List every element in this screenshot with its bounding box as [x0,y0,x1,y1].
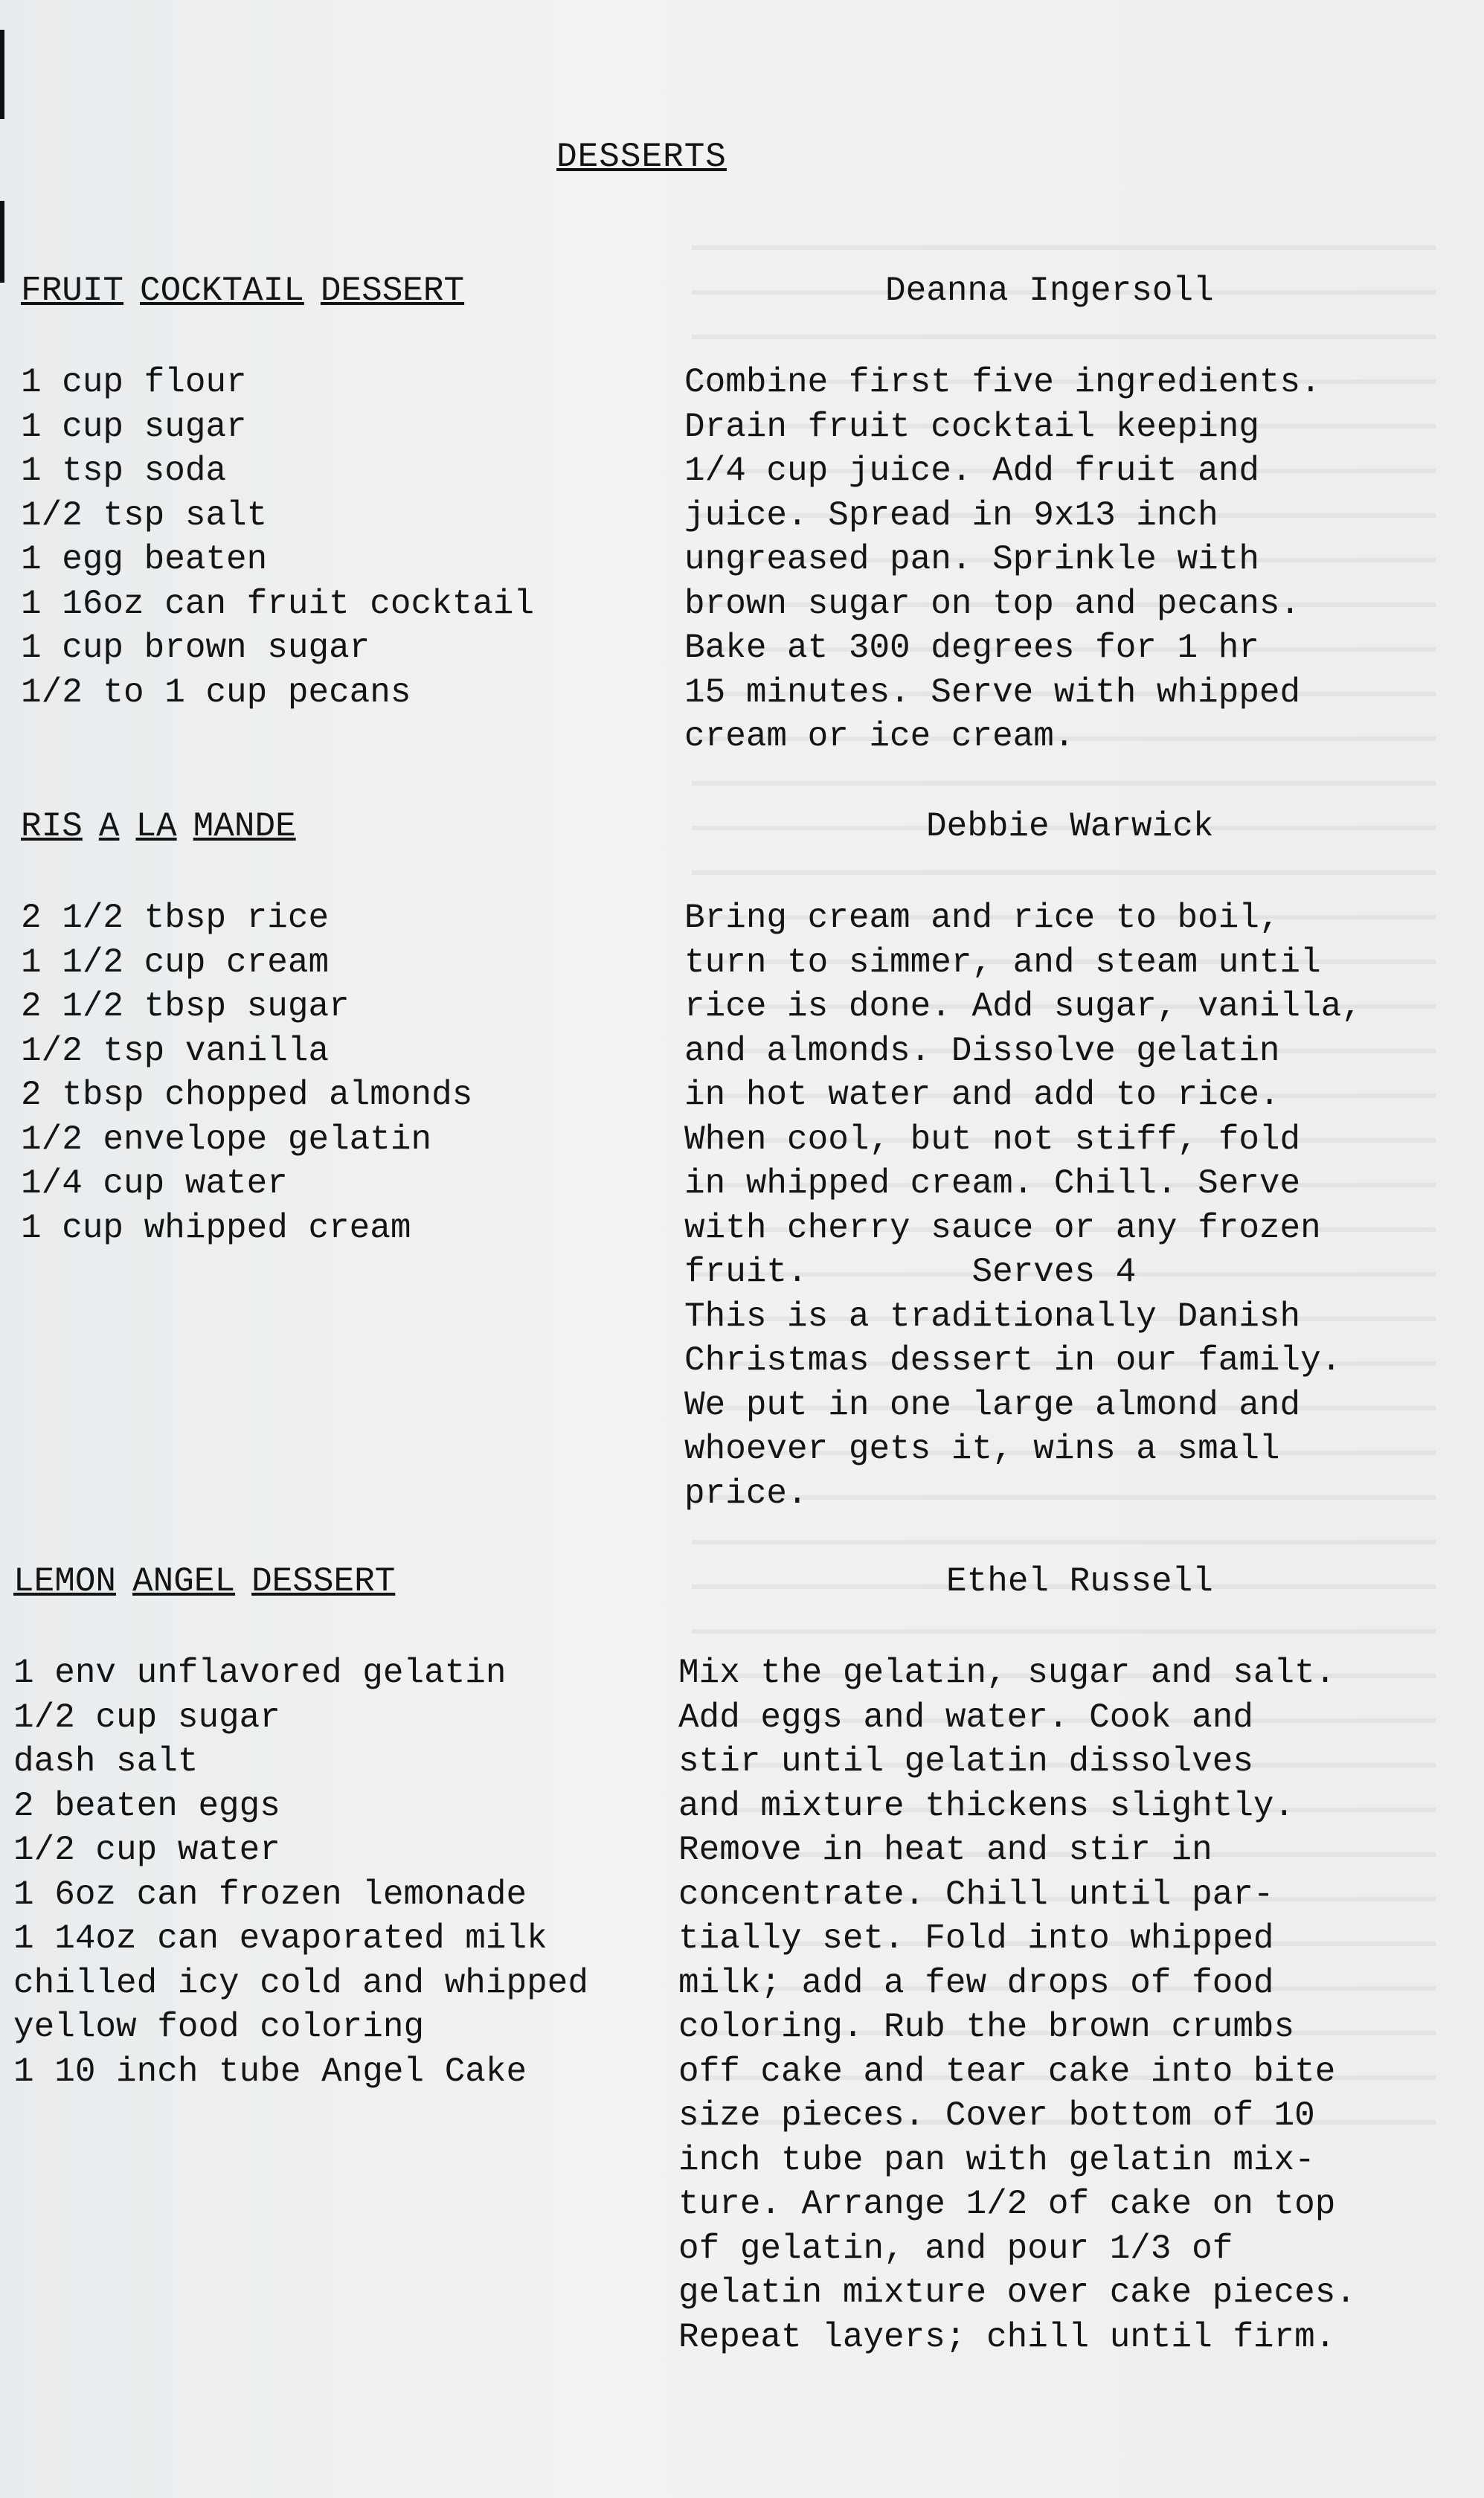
recipe-title-word: FRUIT [21,272,124,310]
instruction-line: and mixture thickens slightly. [678,1786,1295,1826]
instruction-list [684,896,1362,1516]
instruction-line: cream or ice cream. [684,717,1075,756]
ingredient: chilled icy cold and whipped [13,1963,588,2003]
instruction-line: in hot water and add to rice. [684,1076,1280,1114]
ingredient: 1 6oz can frozen lemonade [13,1875,527,1914]
instruction-line: of gelatin, and pour 1/3 of [678,2229,1233,2268]
instruction-line: coloring. Rub the brown crumbs [678,2008,1295,2046]
ingredient-list [21,361,534,715]
ingredient-list [21,896,472,1250]
instruction-line: stir until gelatin dissolves [678,1742,1253,1781]
ingredient: yellow food coloring [13,2008,425,2046]
ingredient: 1 14oz can evaporated milk [13,1919,547,1958]
ingredient: 2 beaten eggs [13,1786,280,1826]
instruction-line: This is a traditionally Danish [684,1297,1301,1336]
ingredient: 1 1/2 cup cream [21,943,330,982]
instruction-line: price. [684,1474,808,1513]
instruction-line: in whipped cream. Chill. Serve [684,1164,1301,1203]
recipe-title-word: COCKTAIL [140,272,304,310]
recipe-title-word: MANDE [193,807,296,846]
instruction-line: juice. Spread in 9x13 inch [684,495,1218,535]
ingredient: 1 cup whipped cream [21,1208,411,1248]
instruction-list [684,361,1321,760]
recipe-title [13,1562,411,1601]
ingredient: 1 cup flour [21,363,247,402]
instruction-line: with cherry sauce or any frozen [684,1208,1321,1248]
instruction-line: gelatin mixture over cake pieces. [678,2273,1356,2312]
ingredient: 1/2 to 1 cup pecans [21,672,411,712]
instruction-line: size pieces. Cover bottom of 10 [678,2096,1315,2135]
recipe-author: Debbie Warwick [926,807,1214,846]
instruction-line: Drain fruit cocktail keeping [684,407,1259,446]
ingredient: 1 10 inch tube Angel Cake [13,2052,527,2091]
instruction-line: When cool, but not stiff, fold [684,1120,1301,1159]
instruction-line: Combine first five ingredients. [684,363,1321,402]
ingredient: 1 tsp soda [21,452,227,490]
ingredient: 1/2 envelope gelatin [21,1120,432,1159]
ingredient: 1 egg beaten [21,540,268,579]
ingredient: dash salt [13,1742,199,1781]
ingredient: 2 1/2 tbsp sugar [21,987,350,1026]
ingredient-list [13,1651,588,2094]
instruction-line: Add eggs and water. Cook and [678,1698,1253,1737]
ingredient: 1 16oz can fruit cocktail [21,584,535,623]
recipe-title [21,807,312,846]
instruction-line: Remove in heat and stir in [678,1831,1212,1869]
instruction-list [678,1651,1356,2360]
recipe-title-word: A [98,807,120,846]
ingredient: 1/2 cup sugar [13,1698,280,1737]
instruction-line: turn to simmer, and steam until [684,943,1321,982]
instruction-line: ungreased pan. Sprinkle with [684,540,1259,579]
recipe-title-word: RIS [21,807,83,846]
recipe-title-word: DESSERT [320,272,465,310]
instruction-line: Bring cream and rice to boil, [684,899,1280,937]
instruction-line: Christmas dessert in our family. [684,1341,1342,1380]
instruction-line: Mix the gelatin, sugar and salt. [678,1654,1336,1692]
recipe-title-word: ANGEL [132,1562,236,1601]
instruction-line: We put in one large almond and [684,1385,1301,1425]
instruction-line: concentrate. Chill until par- [678,1875,1274,1914]
recipe-author: Deanna Ingersoll [885,272,1214,310]
instruction-line: off cake and tear cake into bite [678,2052,1336,2091]
instruction-line: rice is done. Add sugar, vanilla, [684,987,1362,1026]
ingredient: 1 cup sugar [21,407,247,446]
ingredient: 1/2 tsp salt [21,495,268,535]
ingredient: 1 env unflavored gelatin [13,1654,507,1692]
ingredient: 1 cup brown sugar [21,629,370,667]
instruction-line: and almonds. Dissolve gelatin [684,1031,1280,1070]
ingredient: 1/2 tsp vanilla [21,1031,330,1070]
instruction-line: 15 minutes. Serve with whipped [684,672,1301,712]
ingredient: 2 tbsp chopped almonds [21,1076,473,1114]
recipe-title [21,272,481,310]
page-title: DESSERTS [556,138,727,176]
instruction-line: Bake at 300 degrees for 1 hr [684,629,1259,667]
recipe-title-word: LA [135,807,177,846]
ingredient: 1/2 cup water [13,1831,280,1869]
instruction-line: tially set. Fold into whipped [678,1919,1274,1958]
ingredient: 2 1/2 tbsp rice [21,899,330,937]
recipe-title-word: DESSERT [251,1562,396,1601]
recipe-author: Ethel Russell [946,1562,1213,1601]
instruction-line: fruit. Serves 4 [684,1253,1137,1291]
instruction-line: ture. Arrange 1/2 of cake on top [678,2185,1336,2224]
instruction-line: Repeat layers; chill until firm. [678,2317,1336,2357]
instruction-line: 1/4 cup juice. Add fruit and [684,452,1259,490]
instruction-line: milk; add a few drops of food [678,1963,1274,2003]
ingredient: 1/4 cup water [21,1164,288,1203]
instruction-line: inch tube pan with gelatin mix- [678,2140,1315,2180]
instruction-line: whoever gets it, wins a small [684,1430,1280,1468]
binding-mark-bottom [0,201,4,283]
recipe-title-word: LEMON [13,1562,117,1601]
binding-mark-top [0,30,4,119]
instruction-line: brown sugar on top and pecans. [684,584,1301,623]
